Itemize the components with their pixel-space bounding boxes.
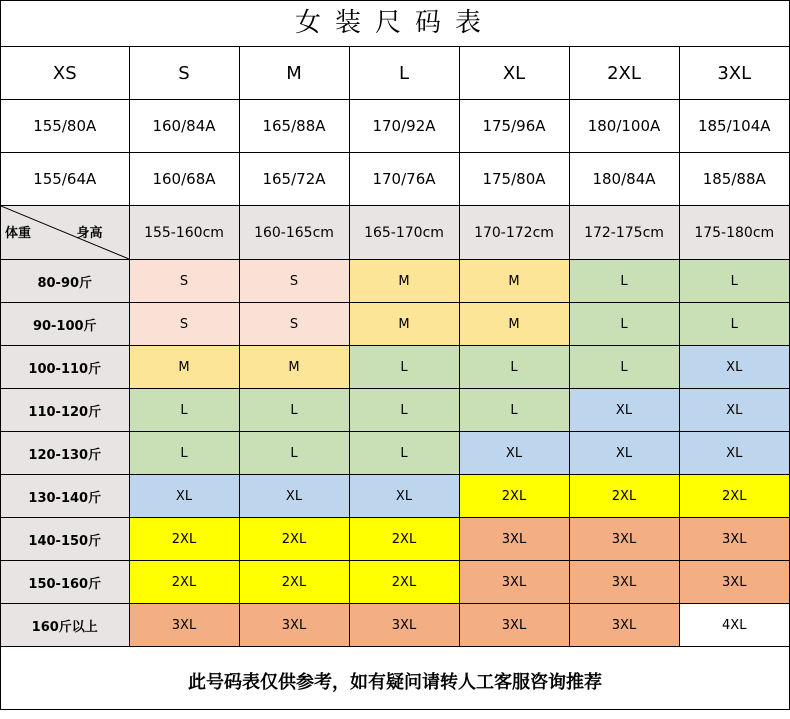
waist-cell: 180/84A — [569, 153, 679, 206]
footer-note: 此号码表仅供参考，如有疑问请转人工客服咨询推荐 — [188, 672, 602, 693]
weight-row — [1, 604, 789, 647]
recommended-size-cell: 3XL — [569, 561, 679, 604]
recommended-size-cell: M — [459, 303, 569, 346]
size-cell: 3XL — [679, 47, 789, 100]
recommended-size-cell: L — [239, 389, 349, 432]
recommended-size-cell: L — [679, 260, 789, 303]
recommended-size-cell: 2XL — [679, 475, 789, 518]
recommended-size-cell: S — [239, 303, 349, 346]
size-cell: S — [129, 47, 239, 100]
recommended-size-cell: 4XL — [679, 604, 789, 647]
weight-row — [1, 475, 789, 518]
weight-row — [1, 346, 789, 389]
waist-cell: 170/76A — [349, 153, 459, 206]
recommended-size-cell: 3XL — [459, 561, 569, 604]
bust-row — [1, 100, 789, 153]
size-cell: XS — [1, 47, 129, 100]
recommended-size-cell: 2XL — [239, 518, 349, 561]
bust-cell: 175/96A — [459, 100, 569, 153]
recommended-size-cell: L — [349, 389, 459, 432]
recommended-size-cell: L — [349, 346, 459, 389]
recommended-size-cell: 2XL — [459, 475, 569, 518]
bust-cell: 185/104A — [679, 100, 789, 153]
recommended-size-cell: L — [349, 432, 459, 475]
weight-row — [1, 389, 789, 432]
recommended-size-cell: XL — [679, 346, 789, 389]
bust-cell: 160/84A — [129, 100, 239, 153]
size-row — [1, 47, 789, 100]
weight-label: 110-120斤 — [1, 389, 129, 432]
recommended-size-cell: L — [569, 303, 679, 346]
size-cell: M — [239, 47, 349, 100]
size-cell: XL — [459, 47, 569, 100]
recommended-size-cell: 3XL — [679, 518, 789, 561]
chart-title: 女装尺码表 — [1, 1, 789, 47]
recommended-size-cell: L — [129, 432, 239, 475]
recommended-size-cell: S — [239, 260, 349, 303]
recommended-size-cell: 3XL — [459, 604, 569, 647]
weight-label: 130-140斤 — [1, 475, 129, 518]
height-cell: 155-160cm — [129, 206, 239, 260]
recommended-size-cell: XL — [569, 432, 679, 475]
size-table — [1, 47, 789, 647]
bust-cell: 170/92A — [349, 100, 459, 153]
bust-cell: 165/88A — [239, 100, 349, 153]
weight-axis-label: 体重 — [5, 226, 32, 241]
recommended-size-cell: 3XL — [239, 604, 349, 647]
recommended-size-cell: 2XL — [349, 518, 459, 561]
weight-label: 120-130斤 — [1, 432, 129, 475]
recommended-size-cell: 3XL — [349, 604, 459, 647]
recommended-size-cell: XL — [679, 389, 789, 432]
recommended-size-cell: L — [129, 389, 239, 432]
weight-label: 160斤以上 — [1, 604, 129, 647]
height-cell: 160-165cm — [239, 206, 349, 260]
weight-row — [1, 432, 789, 475]
recommended-size-cell: 3XL — [679, 561, 789, 604]
waist-cell: 175/80A — [459, 153, 569, 206]
recommended-size-cell: M — [239, 346, 349, 389]
bust-cell: 155/80A — [1, 100, 129, 153]
bust-cell: 180/100A — [569, 100, 679, 153]
waist-row — [1, 153, 789, 206]
recommended-size-cell: XL — [569, 389, 679, 432]
size-cell: L — [349, 47, 459, 100]
weight-row — [1, 518, 789, 561]
recommended-size-cell: L — [679, 303, 789, 346]
corner-header — [1, 206, 129, 260]
recommended-size-cell: M — [349, 303, 459, 346]
recommended-size-cell: 3XL — [569, 604, 679, 647]
recommended-size-cell: M — [349, 260, 459, 303]
waist-cell: 155/64A — [1, 153, 129, 206]
weight-label: 80-90斤 — [1, 260, 129, 303]
recommended-size-cell: XL — [679, 432, 789, 475]
weight-label: 90-100斤 — [1, 303, 129, 346]
recommended-size-cell: XL — [459, 432, 569, 475]
recommended-size-cell: L — [569, 346, 679, 389]
recommended-size-cell: 2XL — [349, 561, 459, 604]
recommended-size-cell: L — [459, 346, 569, 389]
weight-row — [1, 260, 789, 303]
height-header-row — [1, 206, 789, 260]
recommended-size-cell: 2XL — [129, 561, 239, 604]
height-cell: 175-180cm — [679, 206, 789, 260]
weight-row — [1, 303, 789, 346]
recommended-size-cell: L — [239, 432, 349, 475]
waist-cell: 185/88A — [679, 153, 789, 206]
size-cell: 2XL — [569, 47, 679, 100]
weight-label: 100-110斤 — [1, 346, 129, 389]
waist-cell: 160/68A — [129, 153, 239, 206]
recommended-size-cell: 2XL — [129, 518, 239, 561]
recommended-size-cell: 2XL — [239, 561, 349, 604]
weight-label: 150-160斤 — [1, 561, 129, 604]
waist-cell: 165/72A — [239, 153, 349, 206]
recommended-size-cell: 2XL — [569, 475, 679, 518]
recommended-size-cell: M — [459, 260, 569, 303]
recommended-size-cell: M — [129, 346, 239, 389]
recommended-size-cell: XL — [349, 475, 459, 518]
height-axis-label: 身高 — [76, 226, 103, 241]
recommended-size-cell: L — [569, 260, 679, 303]
height-cell: 170-172cm — [459, 206, 569, 260]
height-cell: 172-175cm — [569, 206, 679, 260]
recommended-size-cell: S — [129, 303, 239, 346]
recommended-size-cell: 3XL — [129, 604, 239, 647]
recommended-size-cell: S — [129, 260, 239, 303]
recommended-size-cell: 3XL — [459, 518, 569, 561]
weight-row — [1, 561, 789, 604]
recommended-size-cell: XL — [129, 475, 239, 518]
recommended-size-cell: L — [459, 389, 569, 432]
recommended-size-cell: XL — [239, 475, 349, 518]
weight-label: 140-150斤 — [1, 518, 129, 561]
height-cell: 165-170cm — [349, 206, 459, 260]
recommended-size-cell: 3XL — [569, 518, 679, 561]
